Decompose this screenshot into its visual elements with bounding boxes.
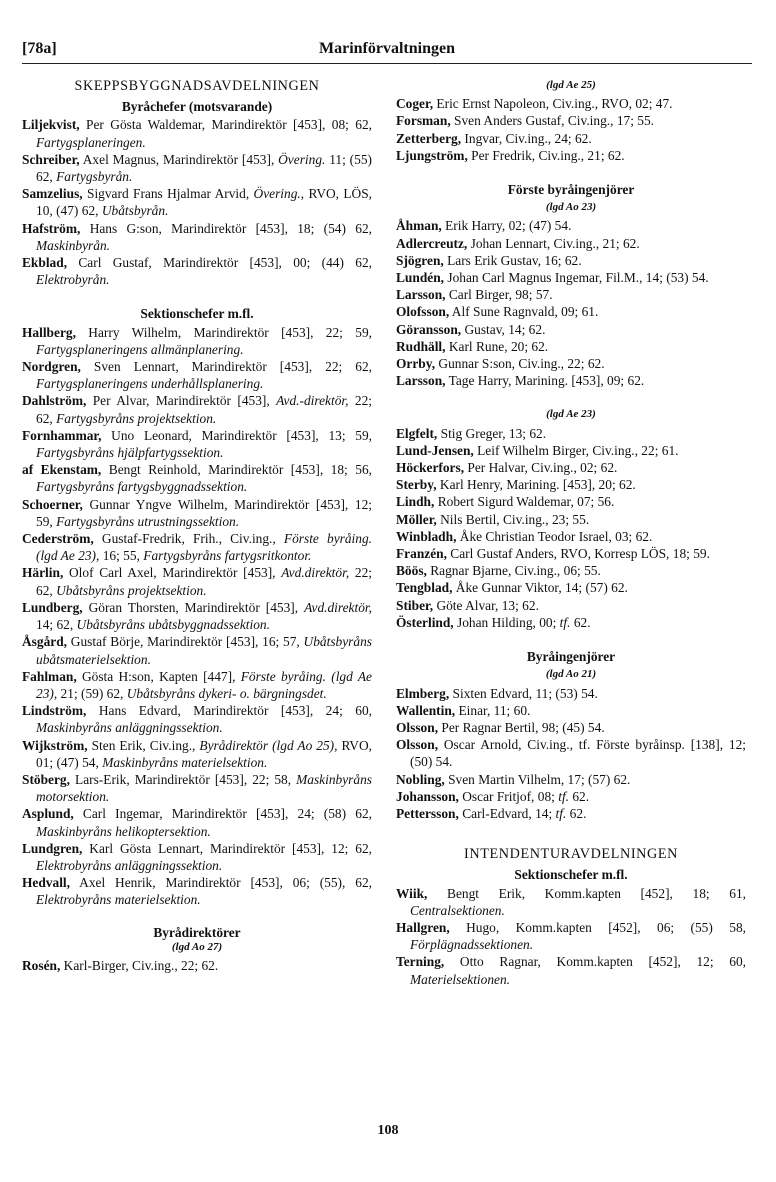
list-item bbox=[22, 805, 372, 839]
entry-italic: Förste byråing. (lgd Ae 23), bbox=[36, 668, 372, 701]
entry-text: RVO, 01; (47) 54, bbox=[36, 737, 372, 770]
entry-italic: Ubåtsbyråns dykeri- o. bärgningsdet. bbox=[126, 685, 327, 701]
list-item bbox=[396, 719, 746, 736]
person-name: Adlercreutz, bbox=[396, 235, 468, 251]
list-sektionschefer bbox=[22, 324, 372, 909]
entry-text: Carl-Edvard, 14; bbox=[458, 805, 556, 821]
person-name: Möller, bbox=[396, 511, 437, 527]
entry-text: Gustaf-Fredrik, Frih., Civ.ing., bbox=[93, 531, 284, 547]
entry-text: Otto Ragnar, Komm.kapten [452], 12; 60, bbox=[444, 954, 746, 970]
entry-italic: Elektrobyråns materielsektion. bbox=[36, 892, 201, 908]
entry-text: , RVO, LÖS, 10, (47) 62, bbox=[36, 186, 373, 219]
entry-italic: Fartygsbyråns fartygsbyggnadssektion. bbox=[36, 479, 248, 495]
list-item bbox=[22, 599, 372, 633]
entry-text: Nils Bertil, Civ.ing., 23; 55. bbox=[436, 511, 590, 527]
person-name: Tengblad, bbox=[396, 580, 453, 596]
list-item bbox=[396, 147, 746, 164]
entry-text: Stig Greger, 13; 62. bbox=[437, 425, 547, 441]
spacer bbox=[396, 631, 746, 647]
entry-text: Robert Sigurd Waldemar, 07; 56. bbox=[434, 494, 615, 510]
person-name: Österlind, bbox=[396, 614, 454, 630]
person-name: Böös, bbox=[396, 563, 427, 579]
entry-text: 16; 55, bbox=[99, 548, 144, 564]
person-name: Dahlström, bbox=[22, 393, 87, 409]
list-item bbox=[22, 185, 372, 219]
list-item bbox=[396, 953, 746, 987]
page-title: Marinförvaltningen bbox=[319, 40, 455, 57]
entry-text: Per Alvar, Marindirektör [453], bbox=[86, 393, 277, 409]
heading-byrachefer: Byråchefer (motsvarande) bbox=[121, 99, 273, 115]
entry-text: Erik Harry, 02; (47) 54. bbox=[441, 218, 572, 234]
person-name: Lundgren, bbox=[22, 840, 83, 856]
person-name: Härlin, bbox=[22, 565, 64, 581]
entry-text: Einar, 11; 60. bbox=[455, 702, 531, 718]
entry-italic: Övering. bbox=[278, 151, 326, 167]
entry-text: Olof Carl Axel, Marindirektör [453], bbox=[63, 565, 282, 581]
list-item bbox=[396, 130, 746, 147]
list-item bbox=[22, 957, 372, 974]
entry-text: Harry Wilhelm, Marindirektör [453], 22; 59, bbox=[75, 324, 372, 340]
person-name: Schreiber, bbox=[22, 151, 80, 167]
list-item bbox=[396, 805, 746, 822]
entry-text: Carl Ingemar, Marindirektör [453], 24; (58) 62, bbox=[73, 806, 372, 822]
person-name: Hallgren, bbox=[396, 919, 450, 935]
entry-text: Carl Gustaf Anders, RVO, Korresp LÖS, 18; 59. bbox=[446, 546, 710, 562]
person-name: Nobling, bbox=[396, 771, 445, 787]
entry-text: Johan Hilding, 00; bbox=[453, 614, 560, 630]
entry-text: Göte Alvar, 13; 62. bbox=[433, 597, 539, 613]
person-name: Schoerner, bbox=[22, 496, 83, 512]
person-name: Göransson, bbox=[396, 321, 462, 337]
list-byrachefer bbox=[22, 116, 372, 288]
section-title-skeppsbyggnad: SKEPPSBYGGNADSAVDELNINGEN bbox=[74, 78, 320, 94]
list-item bbox=[396, 919, 746, 953]
person-name: Wallentin, bbox=[396, 702, 456, 718]
spacer bbox=[396, 164, 746, 180]
heading-sektionschefer-intendentur: Sektionschefer m.fl. bbox=[514, 867, 628, 883]
entry-text: 14; 62, bbox=[36, 617, 77, 633]
list-item bbox=[396, 493, 746, 510]
entry-text: Sten Erik, Civ.ing., bbox=[87, 737, 200, 753]
person-name: Winbladh, bbox=[396, 528, 457, 544]
header-rule bbox=[22, 63, 752, 64]
entry-italic: Maskinbyråns helikoptersektion. bbox=[36, 823, 211, 839]
entry-text: 22; 62, bbox=[36, 393, 372, 426]
entry-italic: Avd.-direktör, bbox=[276, 393, 349, 409]
list-item bbox=[22, 737, 372, 771]
person-name: Johansson, bbox=[396, 788, 459, 804]
person-name: Rudhäll, bbox=[396, 338, 446, 354]
person-name: Orrby, bbox=[396, 356, 436, 372]
entry-text: Karl Rune, 20; 62. bbox=[445, 338, 549, 354]
person-name: Fornhammar, bbox=[22, 427, 102, 443]
person-name: Stiber, bbox=[396, 597, 434, 613]
list-item bbox=[22, 151, 372, 185]
entry-text: Sigvard Frans Hjalmar Arvid, bbox=[82, 186, 254, 202]
list-item bbox=[396, 269, 746, 286]
entry-text: Hans G:son, Marindirektör [453], 18; (54) 62, bbox=[80, 220, 372, 236]
entry-italic: Fartygsplaneringens underhållsplanering. bbox=[36, 376, 264, 392]
person-name: Åsgård, bbox=[22, 634, 68, 650]
person-name: Nordgren, bbox=[22, 359, 81, 375]
entry-text: Axel Magnus, Marindirektör [453], bbox=[79, 151, 279, 167]
list-item bbox=[396, 614, 746, 631]
person-name: Forsman, bbox=[396, 113, 451, 129]
list-item bbox=[396, 511, 746, 528]
entry-text: Lars Erik Gustav, 16; 62. bbox=[443, 252, 582, 268]
entry-text: Oscar Fritjof, 08; bbox=[458, 788, 559, 804]
entry-text: Eric Ernst Napoleon, Civ.ing., RVO, 02; 47. bbox=[433, 96, 673, 112]
heading-byraingenjorer: Byråingenjörer bbox=[526, 649, 616, 665]
entry-italic: Centralsektionen. bbox=[410, 902, 505, 918]
person-name: Hedvall, bbox=[22, 875, 70, 891]
person-name: Larsson, bbox=[396, 373, 446, 389]
person-name: Elmberg, bbox=[396, 685, 450, 701]
person-name: Terning, bbox=[396, 954, 445, 970]
entry-italic: Fartygsbyråns hjälpfartygssektion. bbox=[36, 445, 224, 461]
entry-italic: Ubåtsbyrån. bbox=[101, 203, 169, 219]
person-name: Hallberg, bbox=[22, 324, 76, 340]
list-forste-byraingenjorer bbox=[396, 217, 746, 389]
list-item bbox=[22, 702, 372, 736]
entry-text: 62. bbox=[569, 788, 590, 804]
person-name: Zetterberg, bbox=[396, 130, 462, 146]
list-byradirektorer-cont bbox=[396, 95, 746, 164]
heading-byradirektorer: Byrådirektörer bbox=[153, 924, 241, 940]
list-item bbox=[22, 668, 372, 702]
page-number: 108 bbox=[377, 1123, 399, 1138]
entry-italic: Fartygsbyrån. bbox=[56, 169, 133, 185]
list-item bbox=[22, 496, 372, 530]
person-name: Olofsson, bbox=[396, 304, 450, 320]
list-item bbox=[22, 530, 372, 564]
list-item bbox=[22, 254, 372, 288]
entry-italic: Ubåtsbyråns ubåtsmaterielsektion. bbox=[36, 634, 372, 667]
list-item bbox=[396, 476, 746, 493]
entry-italic: Fartygsbyråns fartygsritkontor. bbox=[143, 548, 312, 564]
entry-text: Gunnar Yngve Wilhelm, Marindirektör [453], 12; 59, bbox=[36, 496, 372, 529]
entry-text: 22; 62, bbox=[36, 565, 372, 598]
person-name: Lundén, bbox=[396, 270, 445, 286]
list-item bbox=[396, 545, 746, 562]
entry-italic: Fartygsbyråns projektsektion. bbox=[56, 410, 217, 426]
list-item bbox=[396, 235, 746, 252]
grade-note: (lgd Ao 23) bbox=[545, 201, 597, 214]
list-item bbox=[396, 885, 746, 919]
list-forste-byraingenjorer-ae23 bbox=[396, 425, 746, 631]
list-item bbox=[396, 442, 746, 459]
entry-text: Carl Birger, 98; 57. bbox=[445, 287, 553, 303]
list-item bbox=[396, 303, 746, 320]
person-name: Åhman, bbox=[396, 218, 442, 234]
entry-text: Karl-Birger, Civ.ing., 22; 62. bbox=[60, 957, 219, 973]
entry-text: Axel Henrik, Marindirektör [453], 06; (55), 62, bbox=[70, 875, 372, 891]
entry-text: Göran Thorsten, Marindirektör [453], bbox=[82, 599, 305, 615]
entry-text: Leif Wilhelm Birger, Civ.ing., 22; 61. bbox=[473, 442, 679, 458]
person-name: Hafström, bbox=[22, 220, 81, 236]
entry-italic: tf. bbox=[559, 614, 571, 630]
person-name: Cederström, bbox=[22, 531, 94, 547]
person-name: Larsson, bbox=[396, 287, 446, 303]
entry-italic: Fartygsplaneringens allmänplanering. bbox=[36, 341, 244, 357]
person-name: Stöberg, bbox=[22, 771, 70, 787]
entry-text: Bengt Reinhold, Marindirektör [453], 18; 56, bbox=[101, 462, 372, 478]
list-item bbox=[22, 874, 372, 908]
person-name: Elgfelt, bbox=[396, 425, 438, 441]
entry-text: Carl Gustaf, Marindirektör [453], 00; (44) 62, bbox=[67, 255, 372, 271]
left-column bbox=[22, 76, 372, 974]
entry-italic: Elektrobyråns anläggningssektion. bbox=[36, 857, 223, 873]
entry-italic: Materielsektionen. bbox=[410, 971, 511, 987]
entry-text: 62. bbox=[570, 614, 591, 630]
list-item bbox=[396, 286, 746, 303]
entry-italic: Ubåtsbyråns projektsektion. bbox=[56, 582, 207, 598]
person-name: Wijkström, bbox=[22, 737, 88, 753]
entry-text: 62. bbox=[566, 805, 587, 821]
person-name: Liljekvist, bbox=[22, 117, 80, 133]
entry-text: Gustav, 14; 62. bbox=[461, 321, 546, 337]
entry-italic: Byrådirektör (lgd Ao 25), bbox=[199, 737, 338, 753]
list-item bbox=[396, 771, 746, 788]
list-item bbox=[22, 358, 372, 392]
list-item bbox=[396, 685, 746, 702]
list-item bbox=[396, 562, 746, 579]
spacer bbox=[22, 909, 372, 923]
entry-text: Johan Lennart, Civ.ing., 21; 62. bbox=[467, 235, 640, 251]
list-item bbox=[396, 338, 746, 355]
list-item bbox=[396, 736, 746, 770]
spacer bbox=[396, 822, 746, 844]
entry-text: Ingvar, Civ.ing., 24; 62. bbox=[461, 130, 592, 146]
list-byraingenjorer bbox=[396, 685, 746, 823]
person-name: Lindström, bbox=[22, 703, 87, 719]
entry-italic: Elektrobyrån. bbox=[36, 272, 110, 288]
list-item bbox=[396, 459, 746, 476]
entry-text: Gunnar S:son, Civ.ing., 22; 62. bbox=[435, 356, 605, 372]
list-item bbox=[396, 321, 746, 338]
entry-text: Åke Christian Teodor Israel, 03; 62. bbox=[456, 528, 653, 544]
list-item bbox=[396, 252, 746, 269]
entry-text: Hans Edvard, Marindirektör [453], 24; 60, bbox=[86, 703, 372, 719]
entry-text: Karl Henry, Marining. [453], 20; 62. bbox=[436, 477, 636, 493]
list-sektionschefer-intendentur bbox=[396, 885, 746, 988]
list-item bbox=[396, 355, 746, 372]
entry-text: Hugo, Komm.kapten [452], 06; (55) 58, bbox=[449, 919, 746, 935]
entry-text: Karl Gösta Lennart, Marindirektör [453], 12; 62, bbox=[82, 840, 372, 856]
heading-sektionschefer: Sektionschefer m.fl. bbox=[140, 306, 254, 322]
entry-italic: Maskinbyråns motorsektion. bbox=[36, 771, 372, 805]
entry-text: Ragnar Bjarne, Civ.ing., 06; 55. bbox=[426, 563, 601, 579]
entry-italic: tf. bbox=[558, 788, 570, 804]
entry-text: Gösta H:son, Kapten [447], bbox=[76, 668, 241, 684]
entry-text: Uno Leonard, Marindirektör [453], 13; 59, bbox=[101, 427, 372, 443]
entry-text: 11; (55) 62, bbox=[36, 151, 372, 185]
person-name: Wiik, bbox=[396, 885, 428, 901]
list-item bbox=[22, 771, 372, 805]
entry-text: Sixten Edvard, 11; (53) 54. bbox=[449, 685, 598, 701]
entry-italic: Ubåtsbyråns ubåtsbyggnadssektion. bbox=[76, 617, 270, 633]
list-item bbox=[396, 217, 746, 234]
entry-italic: Maskinbyråns anläggningssektion. bbox=[36, 720, 223, 736]
person-name: Rosén, bbox=[22, 957, 61, 973]
person-name: Coger, bbox=[396, 96, 434, 112]
person-name: Höckerfors, bbox=[396, 460, 465, 476]
person-name: Fahlman, bbox=[22, 668, 77, 684]
grade-note: (lgd Ae 23) bbox=[546, 408, 596, 421]
list-item bbox=[22, 633, 372, 667]
entry-text: Sven Martin Vilhelm, 17; (57) 62. bbox=[444, 771, 631, 787]
entry-text: 21; (59) 62, bbox=[57, 685, 127, 701]
list-item bbox=[396, 528, 746, 545]
person-name: Pettersson, bbox=[396, 805, 459, 821]
entry-text: Bengt Erik, Komm.kapten [452], 18; 61, bbox=[427, 885, 746, 901]
entry-text: Per Ragnar Bertil, 98; (45) 54. bbox=[438, 719, 605, 735]
person-name: Lindh, bbox=[396, 494, 435, 510]
page-reference: [78a] bbox=[22, 40, 57, 57]
entry-italic: Maskinbyrån. bbox=[36, 237, 111, 253]
entry-italic: Förste byråing. (lgd Ae 23), bbox=[36, 531, 373, 564]
person-name: Olsson, bbox=[396, 719, 439, 735]
list-item bbox=[396, 112, 746, 129]
list-item bbox=[22, 840, 372, 874]
list-byradirektorer bbox=[22, 957, 372, 974]
entry-text: Åke Gunnar Viktor, 14; (57) 62. bbox=[452, 580, 628, 596]
list-item bbox=[396, 372, 746, 389]
list-item bbox=[22, 392, 372, 426]
section-title-intendentur: INTENDENTURAVDELNINGEN bbox=[464, 846, 678, 863]
person-name: af Ekenstam, bbox=[22, 462, 102, 478]
person-name: Sjögren, bbox=[396, 252, 444, 268]
list-item bbox=[396, 95, 746, 112]
person-name: Ljungström, bbox=[396, 147, 468, 163]
entry-italic: Övering. bbox=[253, 186, 301, 202]
list-item bbox=[22, 427, 372, 461]
entry-text: Tage Harry, Marining. [453], 09; 62. bbox=[445, 373, 645, 389]
person-name: Lund-Jensen, bbox=[396, 442, 474, 458]
spacer bbox=[22, 288, 372, 304]
heading-forste-byraingenjorer: Förste byråingenjörer bbox=[507, 182, 635, 198]
person-name: Ekblad, bbox=[22, 255, 68, 271]
grade-note: (lgd Ae 25) bbox=[546, 79, 596, 91]
entry-text: Oscar Arnold, Civ.ing., tf. Förste byråinsp. [138], 12; (50) 54. bbox=[410, 737, 746, 770]
entry-italic: Avd.direktör, bbox=[304, 599, 372, 615]
grade-note: (lgd Ao 27) bbox=[171, 940, 223, 953]
list-item bbox=[22, 116, 372, 150]
entry-text: Lars-Erik, Marindirektör [453], 22; 58, bbox=[69, 771, 297, 787]
grade-note: (lgd Ao 21) bbox=[545, 668, 597, 681]
list-item bbox=[396, 579, 746, 596]
person-name: Lundberg, bbox=[22, 599, 83, 615]
entry-italic: Maskinbyråns materielsektion. bbox=[102, 754, 268, 770]
entry-text: Per Gösta Waldemar, Marindirektör [453], 08; 62, bbox=[79, 117, 372, 133]
person-name: Franzén, bbox=[396, 546, 447, 562]
person-name: Sterby, bbox=[396, 477, 437, 493]
entry-text: Alf Sune Ragnvald, 09; 61. bbox=[449, 304, 599, 320]
entry-italic: Förplägnadssektionen. bbox=[410, 937, 534, 953]
entry-italic: tf. bbox=[555, 805, 567, 821]
spacer bbox=[396, 389, 746, 405]
list-item bbox=[396, 425, 746, 442]
list-item bbox=[22, 324, 372, 358]
list-item bbox=[396, 788, 746, 805]
list-item bbox=[396, 597, 746, 614]
entry-text: Johan Carl Magnus Ingemar, Fil.M., 14; (53) 54. bbox=[444, 270, 709, 286]
list-item bbox=[22, 220, 372, 254]
person-name: Asplund, bbox=[22, 806, 74, 822]
list-item bbox=[22, 564, 372, 598]
entry-italic: Avd.direktör, bbox=[281, 565, 350, 581]
list-item bbox=[22, 461, 372, 495]
entry-italic: Fartygsbyråns utrustningssektion. bbox=[56, 513, 240, 529]
entry-text: Per Halvar, Civ.ing., 02; 62. bbox=[464, 460, 618, 476]
list-item bbox=[396, 702, 746, 719]
entry-text: Sven Anders Gustaf, Civ.ing., 17; 55. bbox=[450, 113, 655, 129]
entry-text: Gustaf Börje, Marindirektör [453], 16; 57, bbox=[67, 634, 304, 650]
person-name: Olsson, bbox=[396, 737, 439, 753]
person-name: Samzelius, bbox=[22, 186, 83, 202]
entry-text: Per Fredrik, Civ.ing., 21; 62. bbox=[467, 147, 625, 163]
entry-text: Sven Lennart, Marindirektör [453], 22; 62, bbox=[80, 359, 372, 375]
right-column bbox=[396, 76, 746, 988]
entry-italic: Fartygsplaneringen. bbox=[36, 134, 146, 150]
